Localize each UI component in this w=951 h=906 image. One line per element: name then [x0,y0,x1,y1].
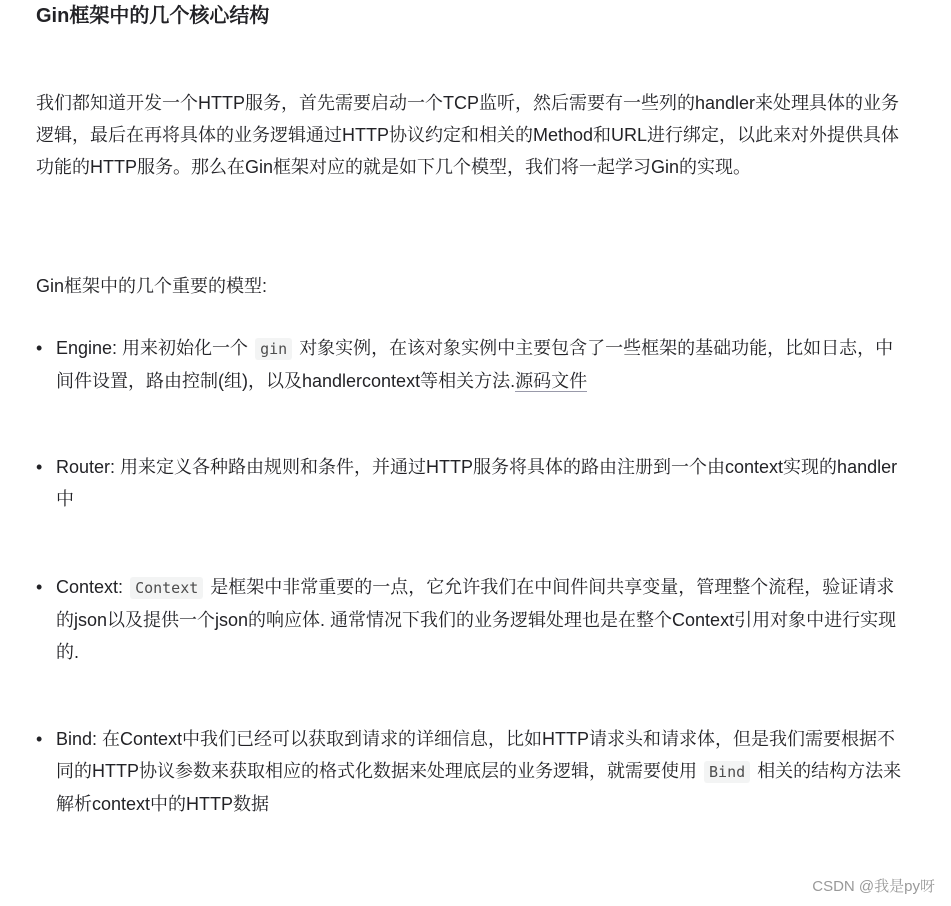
list-item-router [36,451,906,515]
context-prefix: Context: [56,577,124,597]
article-heading: Gin框架中的几个核心结构 [36,5,270,27]
models-title: Gin框架中的几个重要的模型: [36,276,268,296]
engine-text: 对象实例，在该对象实例中主要包含了一些框架的基础功能，比如日志，中间件设置，路由控制(组)，以及handlercontext等相关方法. [56,338,894,391]
list-item-engine [36,332,906,397]
list-item-context [36,571,906,668]
router-text: Router: 用来定义各种路由规则和条件，并通过HTTP服务将具体的路由注册到一个由context实现的handler中 [56,457,898,509]
list-item-bind [36,723,906,820]
bullet-icon: • [36,729,43,749]
bind-prefix: Bind: 在Context中我们已经可以获取到请求的详细信息，比如HTTP请求头和请求体，但是我们需要根据不同的HTTP协议参数来获取相应的格式化数据来处理底层的业务逻辑，就需要使用 [56,729,896,781]
intro-paragraph: 我们都知道开发一个HTTP服务，首先需要启动一个TCP监听，然后需要有一些列的handler来处理具体的业务逻辑，最后在再将具体的业务逻辑通过HTTP协议约定和相关的Method和URL进行绑定，以此来对外提供具体功能的HTTP服务。那么在Gin框架对应的就是如下几个模型，我们将一起学习Gin的实现。 [36,93,900,177]
csdn-watermark: CSDN @我是py呀 [812,878,935,895]
source-file-link[interactable]: 源码文件 [515,371,588,391]
bullet-icon: • [36,577,43,597]
bind-code: Bind [704,761,750,783]
engine-code: gin [255,338,292,360]
bullet-icon: • [36,457,43,477]
engine-prefix: Engine: 用来初始化一个 [56,338,249,358]
bullet-icon: • [36,338,43,358]
context-text: 是框架中非常重要的一点，它允许我们在中间件间共享变量，管理整个流程，验证请求的json以及提供一个json的响应体. 通常情况下我们的业务逻辑处理也是在整个Context引用对象中进行实现的. [56,577,897,662]
context-code: Context [130,577,203,599]
bind-text: 相关的结构方法来解析context中的HTTP数据 [56,761,902,814]
